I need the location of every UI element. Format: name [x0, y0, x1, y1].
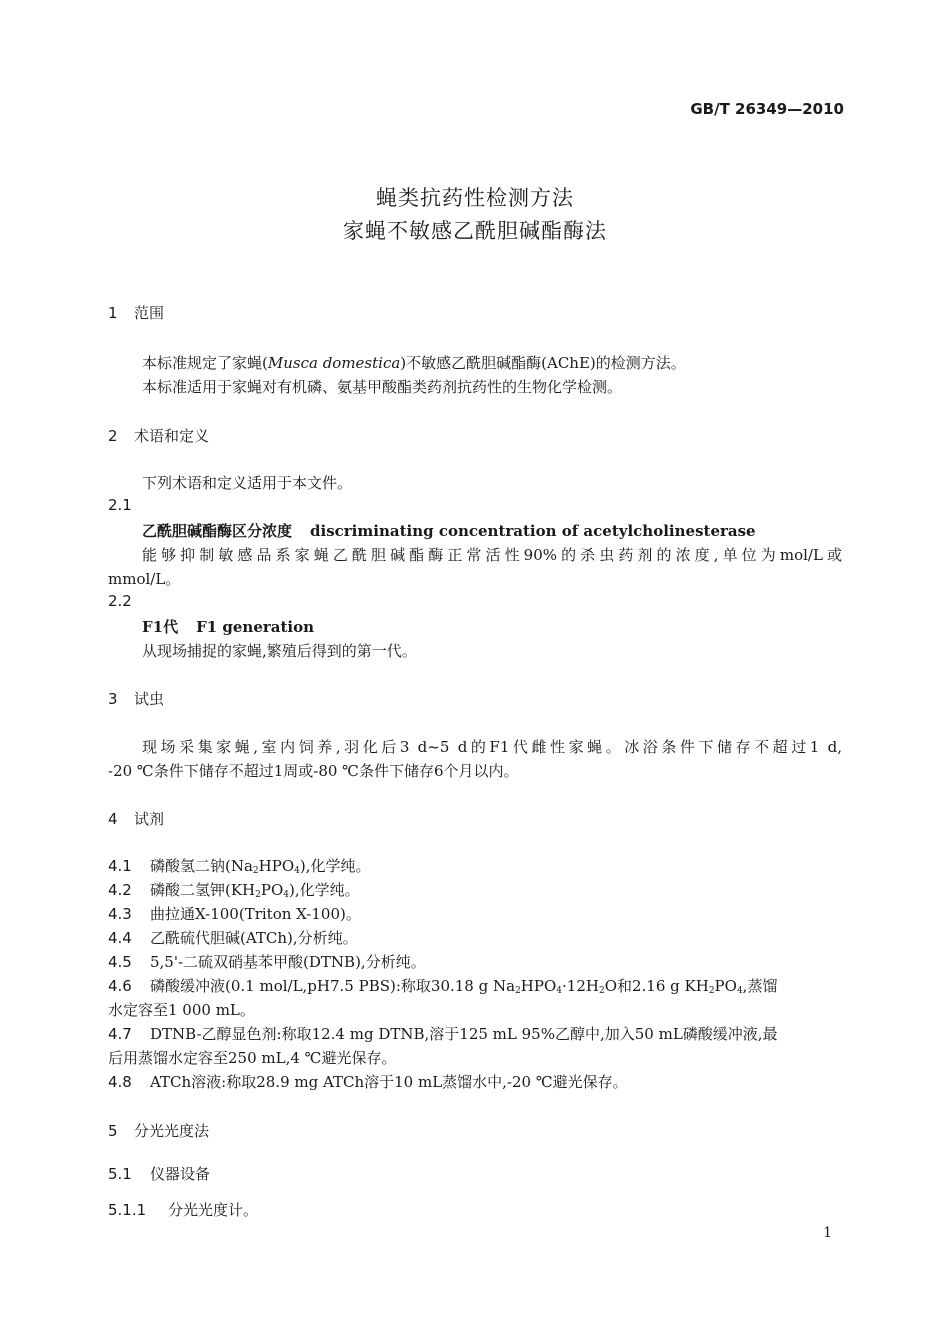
scope-paragraph-1: [142, 352, 686, 373]
test-insects-line-2: -20 ℃条件下储存不超过1周或-80 ℃条件下储存6个月以内。: [108, 762, 519, 780]
text: 本标准规定了家蝇(: [142, 354, 268, 372]
item-5-1-1: [108, 1199, 258, 1220]
page-number: 1: [823, 1225, 832, 1241]
subscript: 4: [556, 986, 563, 996]
term-2-2: [142, 616, 314, 637]
section-5-heading: [108, 1120, 209, 1141]
subscript: 4: [736, 986, 743, 996]
subscript: 4: [283, 890, 289, 900]
text: ),化学纯。: [289, 881, 360, 899]
reagent-4-8: [108, 1071, 628, 1092]
term-en: discriminating concentration of acetylcholinesterase: [310, 522, 756, 540]
section-number: 5.1: [108, 1165, 132, 1183]
reagent-4-7-cont: 后用蒸馏水定容至250 mL,4 ℃避光保存。: [108, 1049, 397, 1067]
text: ),化学纯。: [299, 857, 371, 875]
section-title: 试虫: [134, 690, 165, 708]
section-number: 2: [108, 427, 118, 445]
test-insects-line-1: 现场采集家蝇,室内饲养,羽化后3 d~5 d的F1代雌性家蝇。冰浴条件下储存不超过1 d,: [142, 738, 842, 756]
subscript: 2: [598, 986, 605, 996]
text: O和2.16 g KH: [604, 977, 709, 995]
text: 乙酰硫代胆碱(ATCh),分析纯。: [150, 929, 358, 947]
text: 5,5'-二硫双硝基苯甲酸(DTNB),分析纯。: [150, 953, 426, 971]
term-en: F1 generation: [196, 618, 315, 636]
item-number: 4.3: [108, 905, 132, 923]
item-number: 4.7: [108, 1025, 132, 1043]
term-2-1-definition-cont: mmol/L。: [108, 570, 181, 588]
section-number: 1: [108, 304, 118, 322]
section-2-heading: [108, 425, 209, 446]
item-number: 4.5: [108, 953, 132, 971]
text: DTNB-乙醇显色剂:称取12.4 mg DTNB,溶于125 mL 95%乙醇中,加入50 mL磷酸缓冲液,最: [150, 1025, 778, 1043]
text: 磷酸氢二钠(Na: [150, 857, 253, 875]
standard-code: GB/T 26349—2010: [690, 100, 844, 118]
item-number: 5.1.1: [108, 1201, 147, 1219]
text: ·12H: [562, 977, 599, 995]
section-number: 4: [108, 810, 118, 828]
item-number: 4.2: [108, 881, 132, 899]
reagent-4-6-cont: 水定容至1 000 mL。: [108, 1001, 255, 1019]
reagent-4-6: [108, 975, 777, 996]
text: PO: [260, 881, 284, 899]
term-2-1-definition: 能够抑制敏感品系家蝇乙酰胆碱酯酶正常活性90%的杀虫药剂的浓度,单位为mol/L或: [142, 546, 842, 564]
section-1-heading: [108, 302, 164, 323]
term-cn: 乙酰胆碱酯酶区分浓度: [142, 522, 293, 540]
section-title: 试剂: [134, 810, 165, 828]
terms-intro: 下列术语和定义适用于本文件。: [142, 474, 353, 492]
document-subtitle: 家蝇不敏感乙酰胆碱酯酶法: [343, 219, 607, 243]
subscript: 4: [294, 866, 300, 876]
scope-paragraph-2: 本标准适用于家蝇对有机磷、氨基甲酸酯类药剂抗药性的生物化学检测。: [142, 378, 623, 396]
term-2-2-definition: 从现场捕捉的家蝇,繁殖后得到的第一代。: [142, 642, 417, 660]
text: 磷酸缓冲液(0.1 mol/L,pH7.5 PBS):称取30.18 g Na: [150, 977, 516, 995]
reagent-4-2: [108, 879, 360, 900]
text: 分光光度计。: [168, 1201, 259, 1219]
reagent-4-1: [108, 855, 371, 876]
text: PO: [714, 977, 737, 995]
text: 曲拉通X-100(Triton X-100)。: [150, 905, 361, 923]
subscript: 2: [708, 986, 715, 996]
section-title: 仪器设备: [150, 1165, 211, 1183]
item-number: 4.4: [108, 929, 132, 947]
item-number: 4.8: [108, 1073, 132, 1091]
text: )不敏感乙酰胆碱酯酶(AChE)的检测方法。: [400, 354, 686, 372]
term-2-1: [142, 520, 756, 541]
section-number: 3: [108, 690, 118, 708]
text: HPO: [520, 977, 557, 995]
subscript: 2: [252, 866, 259, 876]
text: ATCh溶液:称取28.9 mg ATCh溶于10 mL蒸馏水中,-20 ℃避光保存。: [150, 1073, 628, 1091]
section-4-heading: [108, 808, 164, 829]
term-2-1-number: 2.1: [108, 496, 132, 514]
term-cn: F1代: [142, 618, 179, 636]
reagent-4-7: [108, 1023, 778, 1044]
term-2-2-number: 2.2: [108, 592, 132, 610]
section-number: 5: [108, 1122, 118, 1140]
section-title: 术语和定义: [134, 427, 210, 445]
reagent-4-3: [108, 903, 361, 924]
reagent-4-4: [108, 927, 358, 948]
text: 磷酸二氢钾(KH: [150, 881, 256, 899]
item-number: 4.6: [108, 977, 132, 995]
section-5-1-heading: [108, 1163, 210, 1184]
subscript: 2: [515, 986, 521, 996]
item-number: 4.1: [108, 857, 132, 875]
document-title: 蝇类抗药性检测方法: [376, 186, 574, 210]
text: ,蒸馏: [742, 977, 778, 995]
text: HPO: [258, 857, 295, 875]
section-title: 分光光度法: [134, 1122, 210, 1140]
reagent-4-5: [108, 951, 426, 972]
section-3-heading: [108, 688, 164, 709]
section-title: 范围: [134, 304, 165, 322]
species-name: Musca domestica: [267, 354, 401, 372]
subscript: 2: [255, 890, 261, 900]
